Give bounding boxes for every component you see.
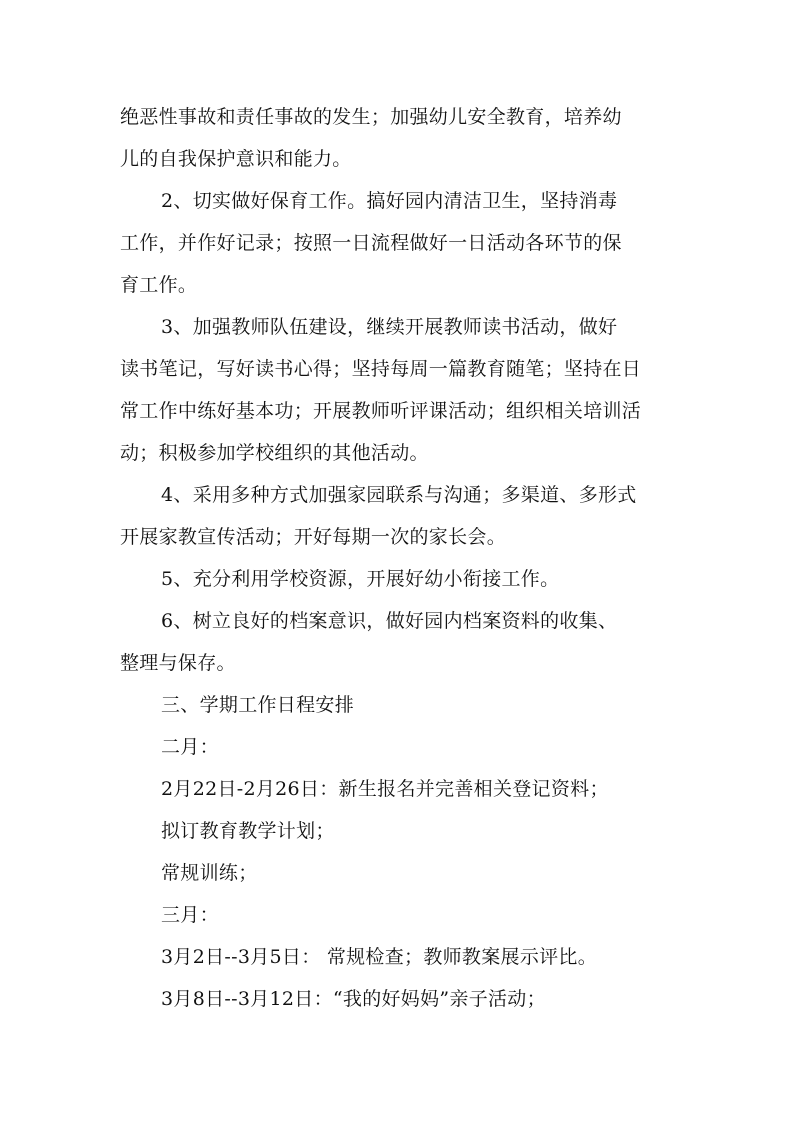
paragraph: [120, 768, 680, 810]
text-line: 2月22日-2月26日：新生报名并完善相关登记资料；: [161, 778, 609, 800]
text-line: 二月：: [161, 736, 219, 758]
text-line: 整理与保存。: [120, 652, 236, 674]
text-line: 育工作。: [120, 274, 198, 296]
text-line: 工作，并作好记录；按照一日流程做好一日活动各环节的保: [120, 232, 622, 254]
text-line: 三、学期工作日程安排: [161, 694, 355, 716]
text-line: 动；积极参加学校组织的其他活动。: [120, 442, 429, 464]
text-line: 三月：: [161, 904, 219, 926]
text-line: 2、切实做好保育工作。搞好园内清洁卫生，坚持消毒: [161, 190, 618, 212]
paragraph: [120, 684, 680, 726]
paragraph: [120, 306, 680, 474]
paragraph: [120, 96, 680, 180]
paragraph: [120, 894, 680, 936]
text-line: 开展家教宣传活动；开好每期一次的家长会。: [120, 526, 507, 548]
text-line: 3、加强教师队伍建设，继续开展教师读书活动，做好: [161, 316, 618, 338]
paragraph: [120, 474, 680, 558]
text-line: 3月8日--3月12日：“我的好妈妈”亲子活动；: [161, 988, 546, 1010]
text-line: 儿的自我保护意识和能力。: [120, 148, 352, 170]
text-line: 3月2日--3月5日： 常规检查；教师教案展示评比。: [161, 946, 598, 968]
text-line: 常规训练；: [161, 862, 258, 884]
paragraph: [120, 600, 680, 684]
text-line: 5、充分利用学校资源，开展好幼小衔接工作。: [161, 568, 560, 590]
text-line: 常工作中练好基本功；开展教师听评课活动；组织相关培训活: [120, 400, 642, 422]
paragraph: [120, 558, 680, 600]
paragraph: [120, 978, 680, 1020]
paragraph: [120, 180, 680, 306]
text-line: 拟订教育教学计划；: [161, 820, 335, 842]
text-line: 6、树立良好的档案意识，做好园内档案资料的收集、: [161, 610, 618, 632]
text-line: 4、采用多种方式加强家园联系与沟通；多渠道、多形式: [161, 484, 637, 506]
paragraph: [120, 936, 680, 978]
text-line: 读书笔记，写好读书心得；坚持每周一篇教育随笔；坚持在日: [120, 358, 642, 380]
text-line: 绝恶性事故和责任事故的发生；加强幼儿安全教育，培养幼: [120, 106, 622, 128]
paragraph: [120, 852, 680, 894]
paragraph: [120, 726, 680, 768]
document-body: [120, 96, 680, 1020]
paragraph: [120, 810, 680, 852]
